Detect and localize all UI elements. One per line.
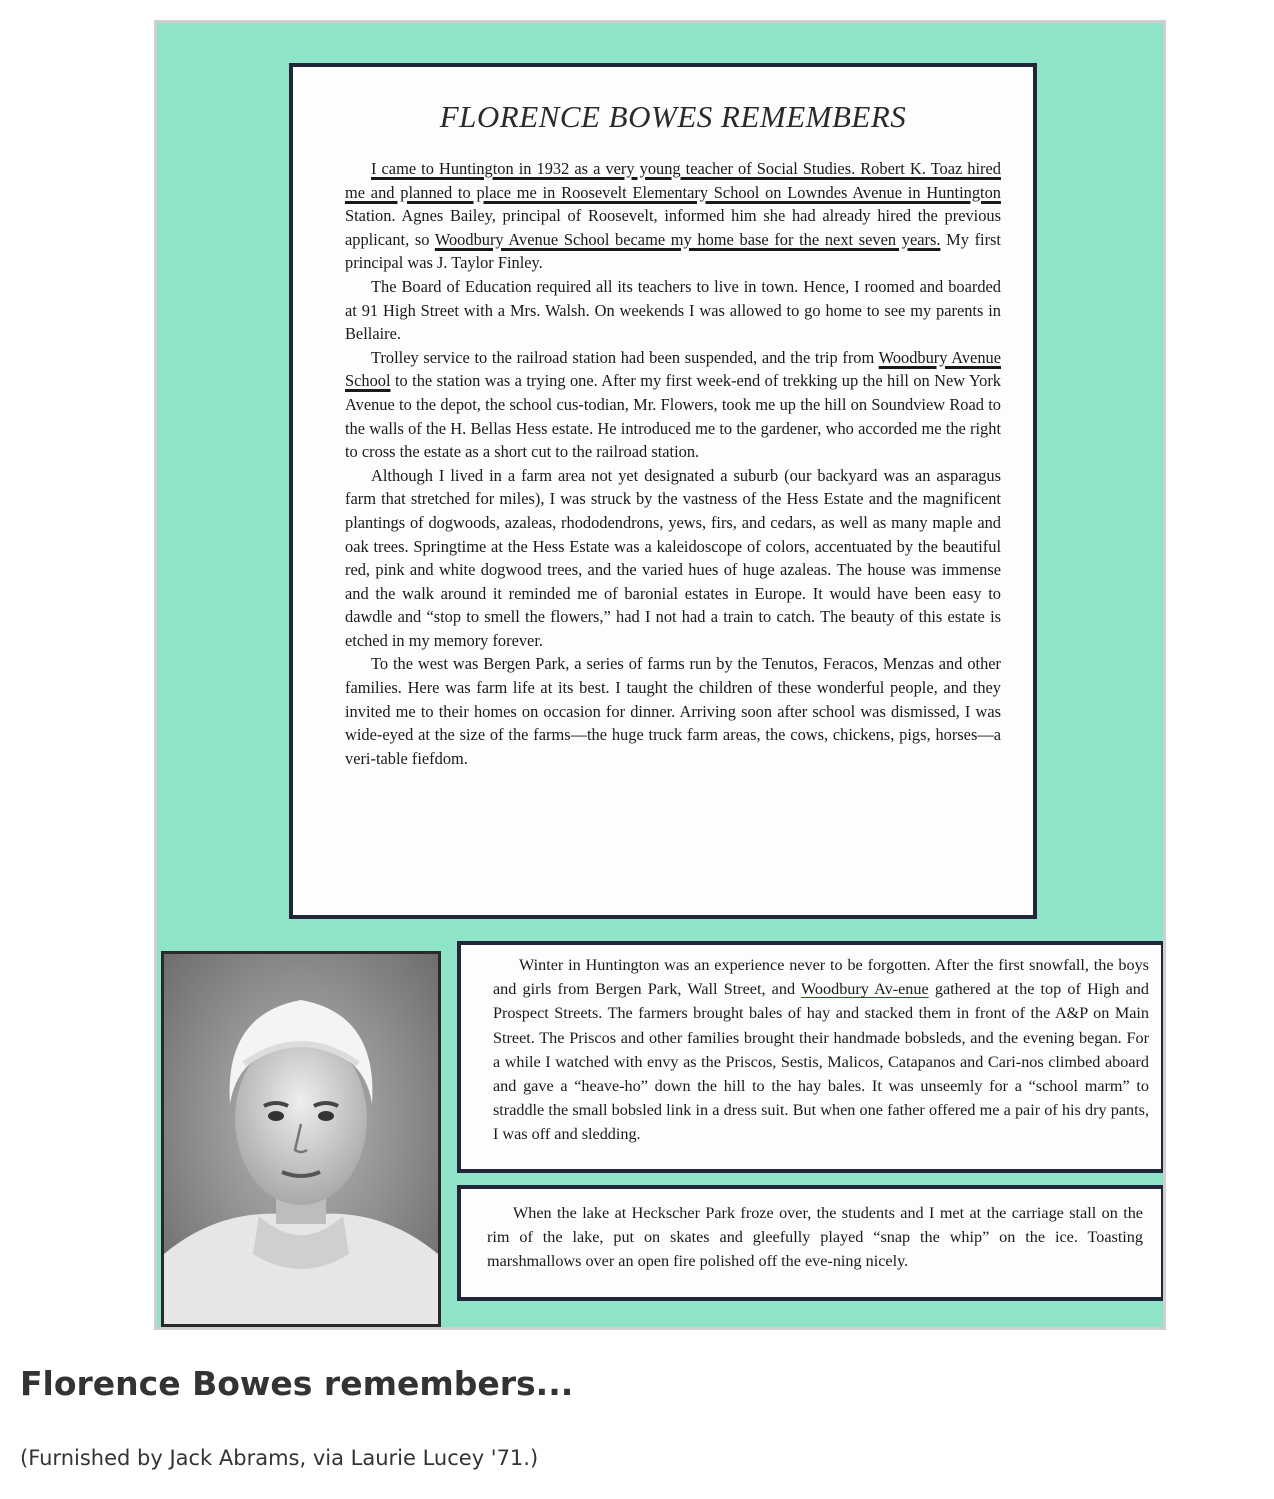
paragraph-text: Winter in Huntington was an experience never to be forgotten. After the first snowfall, the boys and girls from Bergen Park, Wall Street, and [493,956,1149,999]
paragraph-text: to the station was a trying one. After my first week-end of trekking up the hill on New York Avenue to the depot, the school cus-todian, Mr. Flowers, took me up the hill on Soundview Road to the walls of the H. Bellas Hess estate. He introduced me to the gardener, who accorded me the right to cross the estate as a short cut to the railroad station. [345,371,1001,462]
underlined-text: I came to Huntington in 1932 as a very young teacher of Social Studies. Robert K. Toaz hired me and planned to place me in Roosevelt Elementary School on Lowndes Avenue in Huntington [345,159,1001,202]
underlined-text: Woodbury Av-enue [800,980,929,999]
article-main-box [289,63,1037,919]
paragraph-2: The Board of Education required all its teachers to live in town. Hence, I roomed and boarded at 91 High Street with a Mrs. Walsh. On weekends I was allowed to go home to see my parents in Bellaire. [345,276,1001,344]
lake-paragraph: When the lake at Heckscher Park froze over, the students and I met at the carriage stall on the rim of the lake, put on skates and gleefully played “snap the whip” on the ice. Toasting marshmallows over an open fire polished off the eve-ning nicely. [487,1204,1143,1271]
caption-note: (Furnished by Jack Abrams, via Laurie Lucey '71.) [20,1446,539,1470]
paragraph-text: Station. Agnes Bailey, principal of Roosevelt, informed him she had already hired the previous applicant, so [345,206,1001,249]
portrait-image [164,954,438,1324]
paragraph-5: To the west was Bergen Park, a series of farms run by the Tenutos, Feracos, Menzas and other families. Here was farm life at its best. I taught the children of these wonderful people, and they invited me to their homes on occasion for dinner. Arriving soon after school was dismissed, I was wide-eyed at the size of the farms—the huge truck farm areas, the cows, chickens, pigs, horses—a veri-table fiefdom. [345,654,1001,768]
paragraph-text: My first principal was J. Taylor Finley. [345,229,1001,273]
paragraph-1 [345,157,1001,275]
paragraph-4: Although I lived in a farm area not yet designated a suburb (our backyard was an asparagus farm that stretched for miles), I was struck by the vastness of the Hess Estate and the magnificent plantings of dogwoods, azaleas, rhododendrons, yews, firs, and cedars, as well as many maple and oak trees. Springtime at the Hess Estate was a kaleidoscope of colors, accentuated by the beautiful red, pink and white dogwood trees, and the varied hues of huge azaleas. The house was immense and the walk around it reminded me of baronial estates in Europe. It would have been easy to dawdle and “stop to smell the flowers,” had I not had a train to catch. The beauty of this estate is etched in my memory forever. [345,465,1001,650]
portrait-photo [161,951,441,1327]
paragraph-text: Trolley service to the railroad station had been suspended, and the trip from [371,347,879,367]
winter-paragraph [493,953,1149,1147]
caption-title: Florence Bowes remembers... [20,1364,574,1403]
underlined-text: Woodbury Avenue School [345,347,1001,391]
underlined-text: Woodbury Avenue School became my home base for the next seven years. [434,229,941,249]
paragraph-text: gathered at the top of High and Prospect Streets. The farmers brought bales of hay and stacked them in front of the A&P on Main Street. The Priscos and other families brought their handmade bobsleds, and the evening began. For a while I watched with envy as the Priscos, Sestis, Malicos, Catapanos and Cari-nos climbed aboard and gave a “heave-ho” down the hill to the hay bales. It was unseemly for a “school marm” to straddle the small bobsled link in a dress suit. But when one father offered me a pair of his dry pants, I was off and sledding. [493,980,1149,1144]
scanned-page [154,20,1166,1330]
lake-story-box [457,1185,1165,1301]
winter-story-box [457,941,1165,1173]
paragraph-3 [345,346,1001,464]
article-title: FLORENCE BOWES REMEMBERS [439,99,907,134]
